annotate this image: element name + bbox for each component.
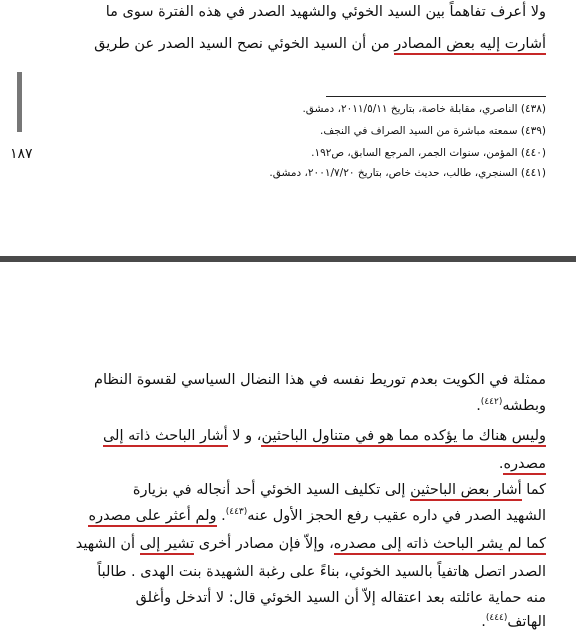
text-segment: أن الشهيد — [75, 536, 140, 552]
top-page — [0, 0, 576, 256]
text-line — [97, 562, 546, 582]
text-line — [103, 426, 546, 446]
text-segment: . — [498, 456, 504, 472]
text-segment: ، و لا — [227, 428, 262, 444]
highlighted-phrase: ولم أعثر على مصدره — [88, 508, 216, 527]
margin-bar — [17, 72, 22, 132]
footnote-ref: (٤٤٤) — [485, 613, 508, 624]
highlighted-phrase: كما لم يشر الباحث ذاته إلى مصدره — [334, 536, 546, 555]
text-line — [133, 480, 546, 500]
text-line — [106, 2, 546, 22]
text-segment: إلى تكليف السيد الخوئي أحد أنجاله في بزيارة — [132, 482, 411, 498]
text-segment: كما — [521, 482, 546, 498]
text-line — [88, 506, 546, 526]
footnote-separator — [326, 96, 546, 97]
footnote-ref: (٤٤٢) — [480, 397, 503, 408]
footnote: (٤٣٨) الناصري، مقابلة خاصة، بتاريخ ٢٠١١/٥/١١، دمشق. — [302, 103, 546, 115]
text-line — [499, 454, 546, 474]
footnote: (٤٣٩) سمعته مباشرة من السيد الصراف في النجف. — [320, 125, 546, 137]
text-segment: . — [216, 508, 226, 524]
text-segment: ممثلة في الكويت بعدم توريط نفسه في هذا النضال السياسي لقسوة النظام — [93, 372, 546, 388]
text-segment: وبطشه — [502, 398, 546, 414]
highlighted-phrase: أشار الباحث ذاته إلى — [103, 428, 228, 447]
highlighted-phrase: وليس هناك ما يؤكده مما هو في متناول الباحثين — [261, 428, 546, 447]
bottom-page — [0, 262, 576, 638]
text-segment: الصدر اتصل هاتفياً بالسيد الخوئي، بناءً على رغبة الشهيدة بنت الهدى . طالباً — [97, 564, 546, 580]
text-segment: منه حماية عائلته بعد اعتقاله إلاّ أن السيد الخوئي قال: لا أتدخل وأغلق — [135, 590, 546, 606]
highlighted-phrase: أشارت إليه بعض المصادر — [394, 36, 546, 55]
text-line — [94, 370, 546, 390]
footnote: (٤٤٠) المؤمن، سنوات الجمر، المرجع السابق، ص١٩٢. — [311, 147, 546, 159]
text-line — [136, 588, 546, 608]
text-segment: ، وإلاّ فإن مصادر أخرى — [194, 536, 334, 552]
text-segment: . — [476, 398, 481, 414]
text-line — [476, 396, 546, 416]
text-line — [481, 612, 546, 632]
highlighted-phrase: تشير إلى — [140, 536, 195, 555]
text-segment: ولا أعرف تفاهماً بين السيد الخوئي والشهيد الصدر في هذه الفترة سوى ما — [105, 4, 546, 20]
text-segment: . — [481, 614, 486, 630]
text-line — [76, 534, 546, 554]
footnote: (٤٤١) السنجري، طالب، حديث خاص، بتاريخ ٢٠٠١/٧/٢٠، دمشق. — [269, 167, 546, 179]
text-segment: من أن السيد الخوئي نصح السيد الصدر عن طريق — [94, 36, 395, 52]
highlighted-phrase: مصدره — [503, 456, 546, 475]
text-segment: الشهيد الصدر في داره عقيب رفع الحجز الأول عنه — [247, 508, 546, 524]
page-number: ١٨٧ — [10, 146, 33, 162]
text-line — [94, 34, 546, 54]
highlighted-phrase: أشار بعض الباحثين — [410, 482, 522, 501]
footnote-ref: (٤٤٣) — [225, 507, 248, 518]
text-segment: الهاتف — [507, 614, 546, 630]
